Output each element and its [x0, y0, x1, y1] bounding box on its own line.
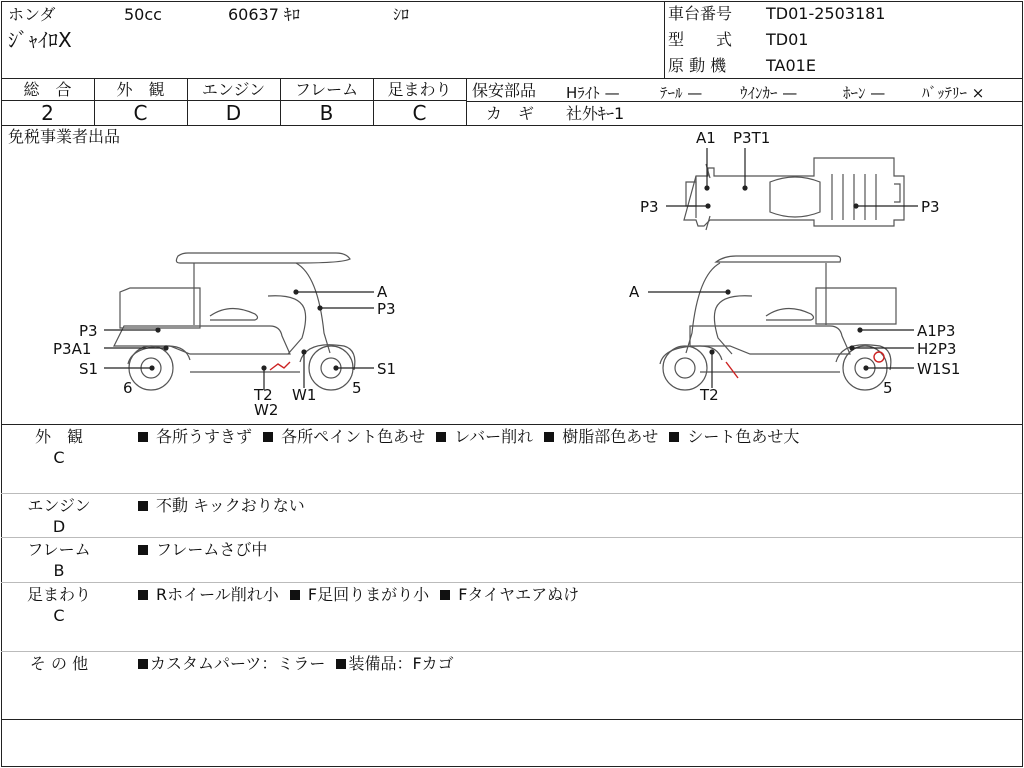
mileage: 60637 ｷﾛ [228, 5, 300, 24]
label-p3: P3 [921, 198, 940, 216]
damage-marks [270, 352, 884, 378]
label-s1: S1 [377, 360, 397, 378]
damage-diagram [0, 126, 1024, 426]
note-label-engine: エンジン [27, 496, 91, 515]
key-label: カ ギ [486, 104, 535, 123]
note-grade-exterior: C [53, 448, 65, 467]
engine-model: TA01E [766, 56, 816, 75]
note-separator [1, 651, 1022, 652]
label-w1s1: W1S1 [917, 360, 961, 378]
color: ｼﾛ [393, 5, 410, 24]
header-divider [664, 1, 665, 78]
note-separator [1, 537, 1022, 538]
right-side-scooter [660, 256, 896, 390]
note-grade-frame: B [53, 561, 65, 580]
label-s1: S1 [79, 360, 99, 378]
frame-grade-label: フレーム [294, 80, 359, 99]
label-a: A [377, 283, 388, 301]
engine-grade: D [225, 101, 242, 125]
note-grade-suspension: C [53, 606, 65, 625]
safety-item: ﾃｰﾙ — [660, 84, 703, 102]
label-w1: W1 [292, 386, 317, 404]
label-5: 5 [883, 379, 893, 397]
suspension-grade: C [412, 101, 427, 125]
notes-bottom-line [1, 719, 1022, 720]
note-items-other: カスタムパーツ：ミラー 装備品：Fカゴ [138, 655, 460, 673]
top-view-scooter [684, 158, 904, 230]
engine-grade-label: エンジン [201, 80, 266, 99]
overall-label: 総 合 [23, 80, 72, 99]
suspension-grade-label: 足まわり [387, 80, 452, 99]
note-separator [1, 582, 1022, 583]
grade-row-top [1, 78, 1022, 79]
safety-item: ﾎｰﾝ — [843, 84, 886, 102]
displacement: 50cc [124, 5, 162, 24]
safety-item: Hﾗｲﾄ — [566, 84, 620, 102]
safety-item: ｳｲﾝｶｰ — [740, 84, 798, 102]
label-t2: T2 [700, 386, 719, 404]
engine-label: 原 動 機 [668, 56, 727, 75]
label-p3a1: P3A1 [53, 340, 92, 358]
note-items-engine: 不動 キックおりない [138, 497, 311, 515]
frame-grade: B [319, 101, 334, 125]
frame-no: TD01-2503181 [766, 4, 886, 23]
note-items-exterior: 各所うすきず 各所ペイント色あせ レバー削れ 樹脂部色あせ シート色あせ大 [138, 428, 805, 446]
note-label-frame: フレーム [27, 540, 91, 559]
grade-divider [466, 78, 467, 125]
key-value: 社外ｷｰ1 [566, 104, 625, 123]
model-name: ｼﾞｬｲﾛX [8, 28, 72, 52]
label-a: A [629, 283, 640, 301]
label-p3: P3 [640, 198, 659, 216]
note-label-suspension: 足まわり [26, 585, 91, 604]
label-p3t1: P3T1 [733, 129, 771, 147]
exterior-grade: C [133, 101, 148, 125]
overall-grade: 2 [41, 101, 54, 125]
exterior-label: 外 観 [116, 80, 165, 99]
note-items-suspension: Rホイール削れ小 F足回りまがり小 Fタイヤエアぬけ [138, 586, 585, 604]
note-label-other: そ の 他 [29, 654, 89, 673]
safety-item: ﾊﾞｯﾃﾘｰ × [922, 84, 985, 102]
note-items-frame: フレームさび中 [138, 541, 273, 559]
label-6: 6 [123, 379, 133, 397]
type-value: TD01 [766, 30, 809, 49]
label-t2: T2 [254, 386, 273, 404]
label-h2p3: H2P3 [917, 340, 957, 358]
label-p3: P3 [377, 300, 396, 318]
notes-top-line [1, 424, 1022, 425]
note-grade-engine: D [52, 517, 66, 536]
maker: ホンダ [8, 5, 56, 24]
note-label-exterior: 外 観 [34, 427, 83, 446]
label-w2: W2 [254, 401, 279, 419]
label-a1: A1 [696, 129, 716, 147]
frame-no-label: 車台番号 [668, 4, 733, 23]
safety-label: 保安部品 [472, 81, 537, 100]
type-label: 型 式 [668, 30, 733, 49]
tax-note: 免税事業者出品 [8, 127, 121, 146]
note-separator [1, 493, 1022, 494]
label-5: 5 [352, 379, 362, 397]
label-p3: P3 [79, 322, 98, 340]
label-a1p3: A1P3 [917, 322, 956, 340]
